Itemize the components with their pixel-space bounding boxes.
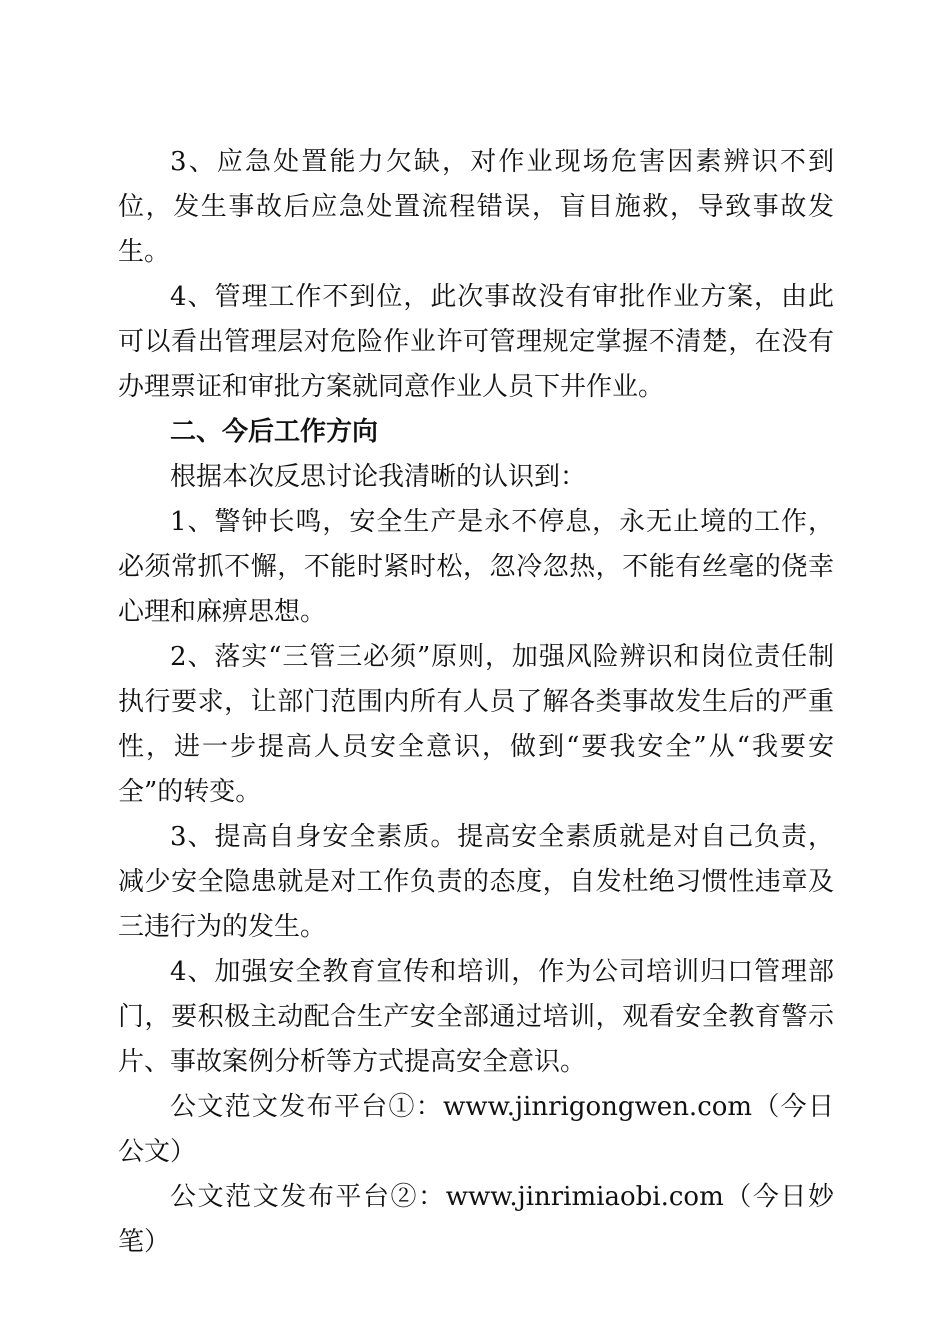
section-heading-future-work: 二、今后工作方向: [170, 417, 379, 447]
paragraph-three-management: 2、落实“三管三必须”原则，加强风险辨识和岗位责任制执行要求，让部门范围内所有人员了解各类事故发生后的严重性，进一步提高人员安全意识，做到“要我安全”从“我要安全”的转变。: [118, 642, 834, 807]
paragraph-safety-training: 4、加强安全教育宣传和培训，作为公司培训归口管理部门，要积极主动配合生产安全部通过培训，观看安全教育警示片、事故案例分析等方式提高安全意识。: [118, 957, 834, 1077]
platform-line-1: 公文范文发布平台①：www.jinrigongwen.com（今日公文）: [118, 1092, 834, 1167]
document-body: [118, 140, 834, 1265]
platform-line-2: 公文范文发布平台②：www.jinrimiaobi.com（今日妙笔）: [118, 1182, 834, 1257]
paragraph-emergency-response: 3、应急处置能力欠缺，对作业现场危害因素辨识不到位，发生事故后应急处置流程错误，盲目施救，导致事故发生。: [118, 147, 834, 267]
paragraph-alarm-bell: 1、警钟长鸣，安全生产是永不停息，永无止境的工作，必须常抓不懈，不能时紧时松，忽冷忽热，不能有丝毫的侥幸心理和麻痹思想。: [118, 507, 834, 627]
paragraph-reflection-intro: 根据本次反思讨论我清晰的认识到：: [170, 462, 587, 492]
paragraph-management-issue: 4、管理工作不到位，此次事故没有审批作业方案，由此可以看出管理层对危险作业许可管理规定掌握不清楚，在没有办理票证和审批方案就同意作业人员下井作业。: [118, 282, 834, 402]
paragraph-safety-quality: 3、提高自身安全素质。提高安全素质就是对自己负责，减少安全隐患就是对工作负责的态度，自发杜绝习惯性违章及三违行为的发生。: [118, 822, 834, 942]
